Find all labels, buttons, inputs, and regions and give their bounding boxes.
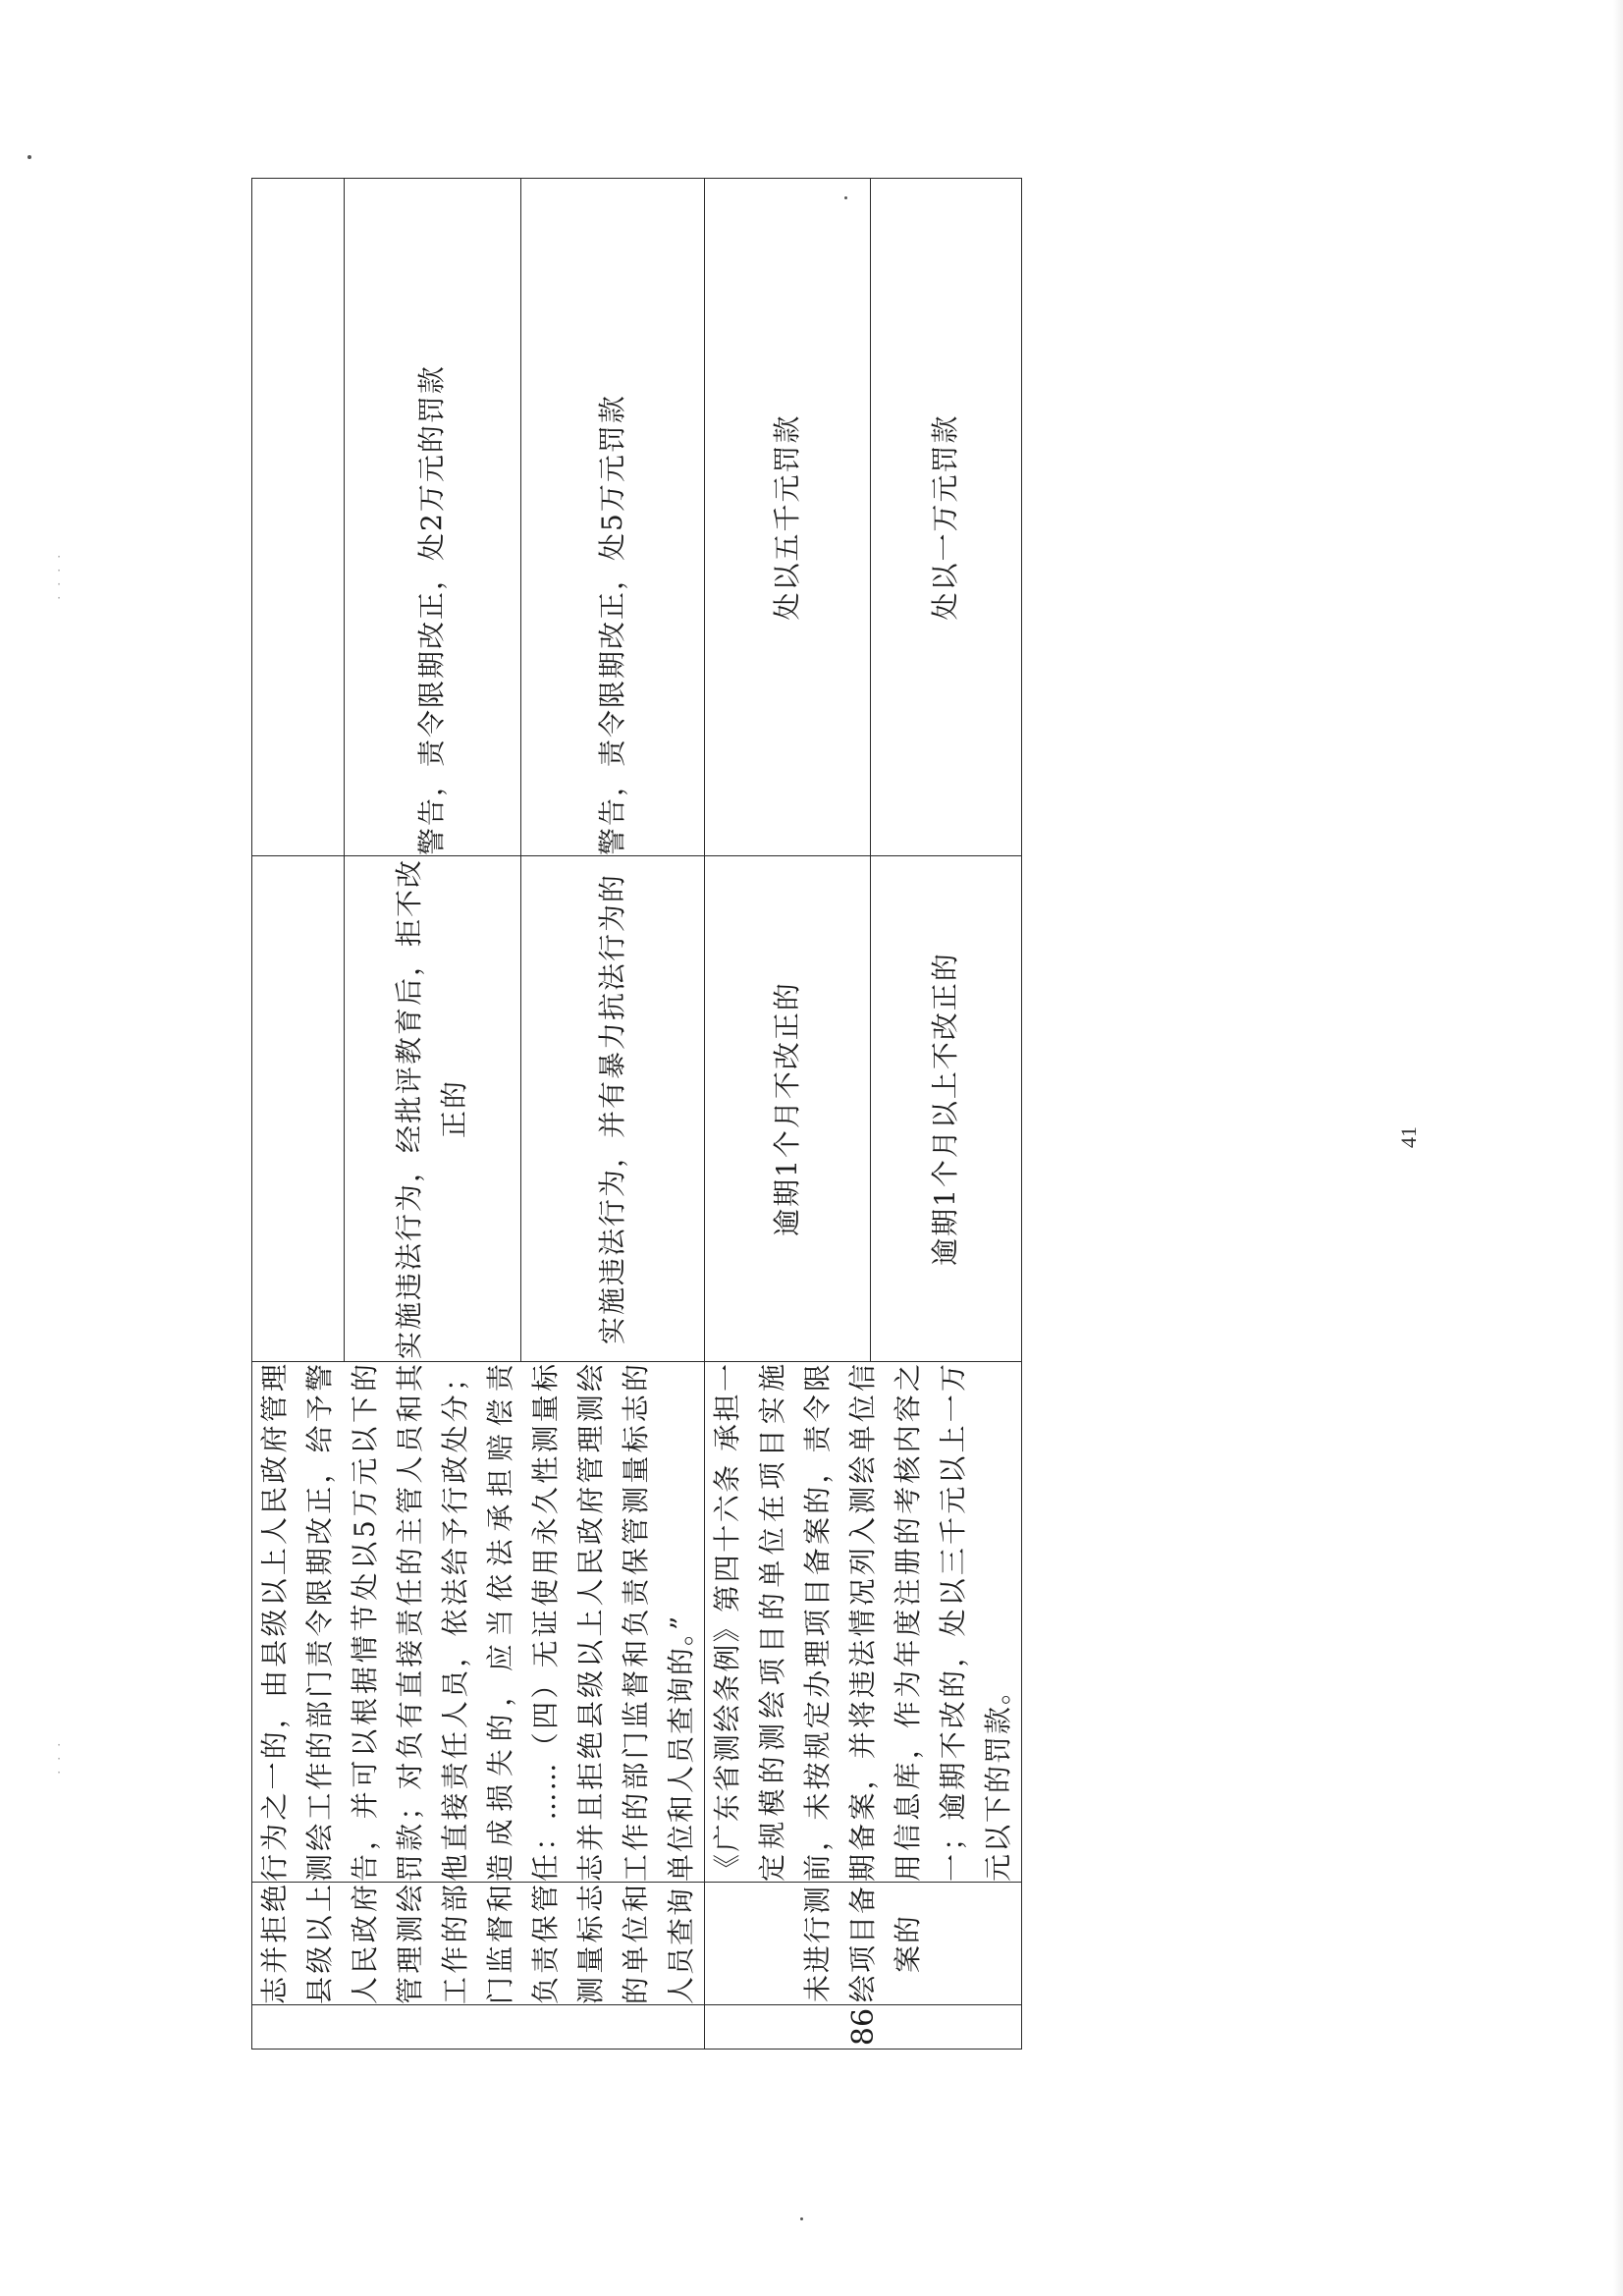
table-row xyxy=(705,179,871,2050)
table-row xyxy=(252,179,345,2050)
illegal-act-cell: 未进行测绘项目备案的 xyxy=(705,1883,1022,2005)
penalty-cell: 处以一万元罚款 xyxy=(870,179,1021,856)
rotated-table-wrapper xyxy=(251,179,1014,2050)
penalty-cell: 警告，责令限期改正，处2万元的罚款 xyxy=(344,179,520,856)
scan-punch-marks: · · · · xyxy=(57,550,61,605)
condition-cell-empty xyxy=(252,856,345,1362)
condition-cell: 逾期1个月不改正的 xyxy=(705,856,871,1362)
scan-edge-shadow xyxy=(1613,0,1623,2296)
penalty-cell: 警告，责令限期改正，处5万元罚款 xyxy=(520,179,704,856)
legal-basis-cell: 行为之一的，由县级以上人民政府管理测绘工作的部门责令限期改正，给予警告，并可以根据情节处以5万元以下的罚款；对负有直接责任的主管人员和其他直接责任人员，依法给予行政处分；造成损失的，应当依法承担赔偿责任：……（四）无证使用永久性测量标志并且拒绝县级以上人民政府管理测绘工作的部门监督和负责保管测量标志的单位和人员查询的。” xyxy=(252,1362,705,1883)
row-number: 86 xyxy=(705,2005,1022,2050)
condition-cell: 实施违法行为，并有暴力抗法行为的 xyxy=(520,856,704,1362)
condition-cell: 逾期1个月以上不改正的 xyxy=(870,856,1021,1362)
penalty-cell-empty xyxy=(252,179,345,856)
row-number xyxy=(252,2005,705,2050)
page-number: 41 xyxy=(1396,1126,1421,1148)
scan-speck xyxy=(27,155,31,159)
scan-punch-marks: · · · xyxy=(57,1738,61,1779)
illegal-act-cell: 志并拒绝县级以上人民政府管理测绘工作的部门监督和负责保管测量标志的单位和人员查询 xyxy=(252,1883,705,2005)
legal-basis-cell: 《广东省测绘条例》第四十六条 承担一定规模的测绘项目的单位在项目实施前，未按规定办理项目备案的，责令限期备案，并将违法情况列入测绘单位信用信息库，作为年度注册的考核内容之一；逾期不改的，处以三千元以上一万元以下的罚款。 xyxy=(705,1362,1022,1883)
condition-cell: 实施违法行为，经批评教育后，拒不改正的 xyxy=(344,856,520,1362)
penalty-cell: 处以五千元罚款 xyxy=(705,179,871,856)
penalty-table xyxy=(251,178,1022,2050)
scan-speck xyxy=(800,2217,803,2220)
